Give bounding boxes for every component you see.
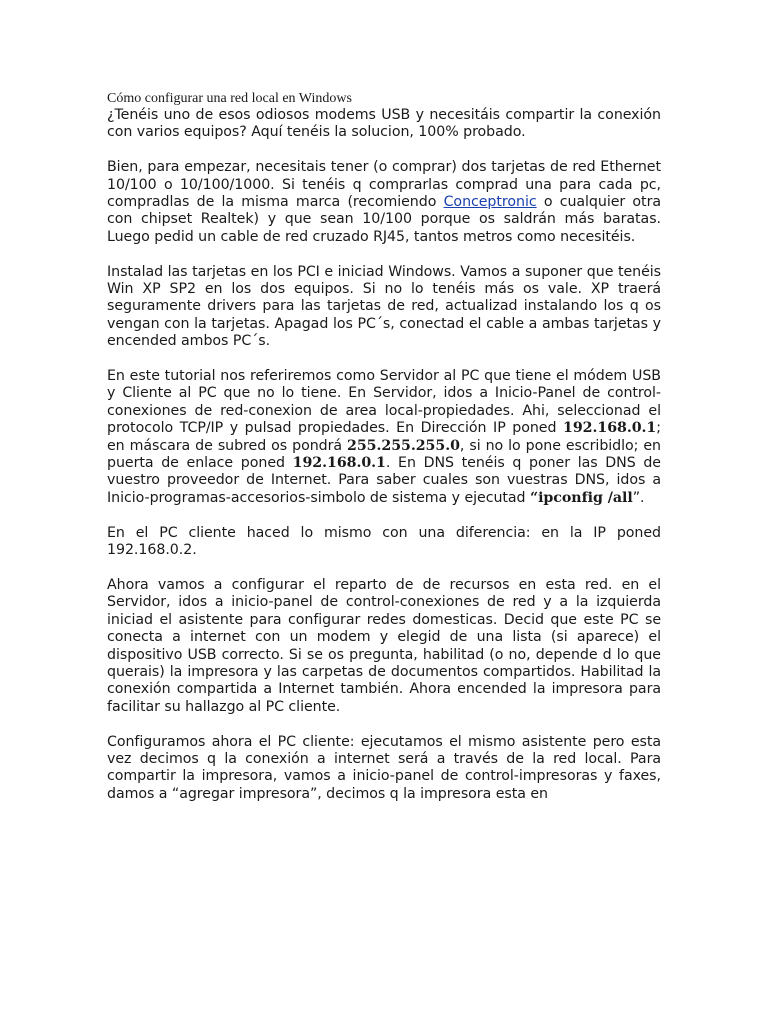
server-text-2: ; en máscara de subred os pondrá (107, 420, 661, 454)
requirements-text-after-link: o cualquier otra con chipset Realtek) y que sean 10/100 porque os saldrán más baratas. Luego pedid un cable de red cruzado RJ45, tantos metros como necesitéis. (107, 194, 661, 245)
server-text-4: . En DNS tenéis q poner las DNS de vuestro proveedor de Internet. Para saber cuales son vuestras DNS, idos a Inicio-programas-accesorios-simbolo de sistema y ejecutad (107, 455, 661, 506)
server-text-1: En este tutorial nos referiremos como Servidor al PC que tiene el módem USB y Cliente al PC que no lo tiene. En Servidor, idos a Inicio-Panel de control-conexiones de red-conexion de area local-propiedades. Ahi, seleccionad el protocolo TCP/IP y pulsad propiedades. En Dirección IP poned (107, 368, 661, 437)
paragraph-install: Instalad las tarjetas en los PCI e iniciad Windows. Vamos a suponer que tenéis Win XP SP2 en los dos equipos. Si no lo tenéis más os vale. XP traerá seguramente drivers para las tarjetas de red, actualizad instalando los q os vengan con la tarjetas. Apagad los PC´s, conectad el cable a ambas tarjetas y encended ambos PC´s. (107, 263, 661, 350)
paragraph-sharing: Ahora vamos a configurar el reparto de de recursos en esta red. en el Servidor, idos a inicio-panel de control-conexiones de red y a la izquierda iniciad el asistente para configurar redes domesticas. Decid que este PC se conecta a internet con un modem y elegid de una lista (si aparece) el dispositivo USB correcto. Si se os pregunta, habilitad (o no, depende d lo que querais) la impresora y las carpetas de documentos compartidos. Habilitad la conexión compartida a Internet también. Ahora encended la impresora para facilitar su hallazgo al PC cliente. (107, 576, 661, 715)
server-ip-value: 192.168.0.1 (563, 420, 657, 437)
requirements-text-before-link: Bien, para empezar, necesitais tener (o comprar) dos tarjetas de red Ethernet 10/100 o 10/100/1000. Si tenéis q comprarlas comprad una para cada pc, compradlas de la misma marca (recomiendo (107, 159, 661, 211)
gateway-value: 192.168.0.1 (292, 455, 386, 472)
document-title: Cómo configurar una red local en Windows (107, 91, 352, 106)
conceptronic-link[interactable]: Conceptronic (443, 194, 537, 211)
server-text-5: ”. (632, 489, 645, 506)
ipconfig-command: “ipconfig /all (529, 489, 633, 506)
document-page (107, 90, 661, 821)
paragraph-client-ip: En el PC cliente haced lo mismo con una diferencia: en la IP poned 192.168.0.2. (107, 524, 661, 559)
subnet-mask-value: 255.255.255.0 (347, 437, 460, 454)
server-text-3: , si no lo pone escribidlo; en puerta de enlace poned (107, 437, 661, 472)
paragraph-client-config: Configuramos ahora el PC cliente: ejecutamos el mismo asistente pero esta vez decimos q la conexión a internet será a través de la red local. Para compartir la impresora, vamos a inicio-panel de control-impresoras y faxes, damos a “agregar impresora”, decimos q la impresora esta en (107, 733, 661, 802)
paragraph-intro: ¿Tenéis uno de esos odiosos modems USB y necesitáis compartir la conexión con varios equipos? Aquí tenéis la solucion, 100% probado. (107, 107, 661, 141)
paragraph-server-config (107, 368, 661, 507)
paragraph-requirements (107, 159, 661, 246)
